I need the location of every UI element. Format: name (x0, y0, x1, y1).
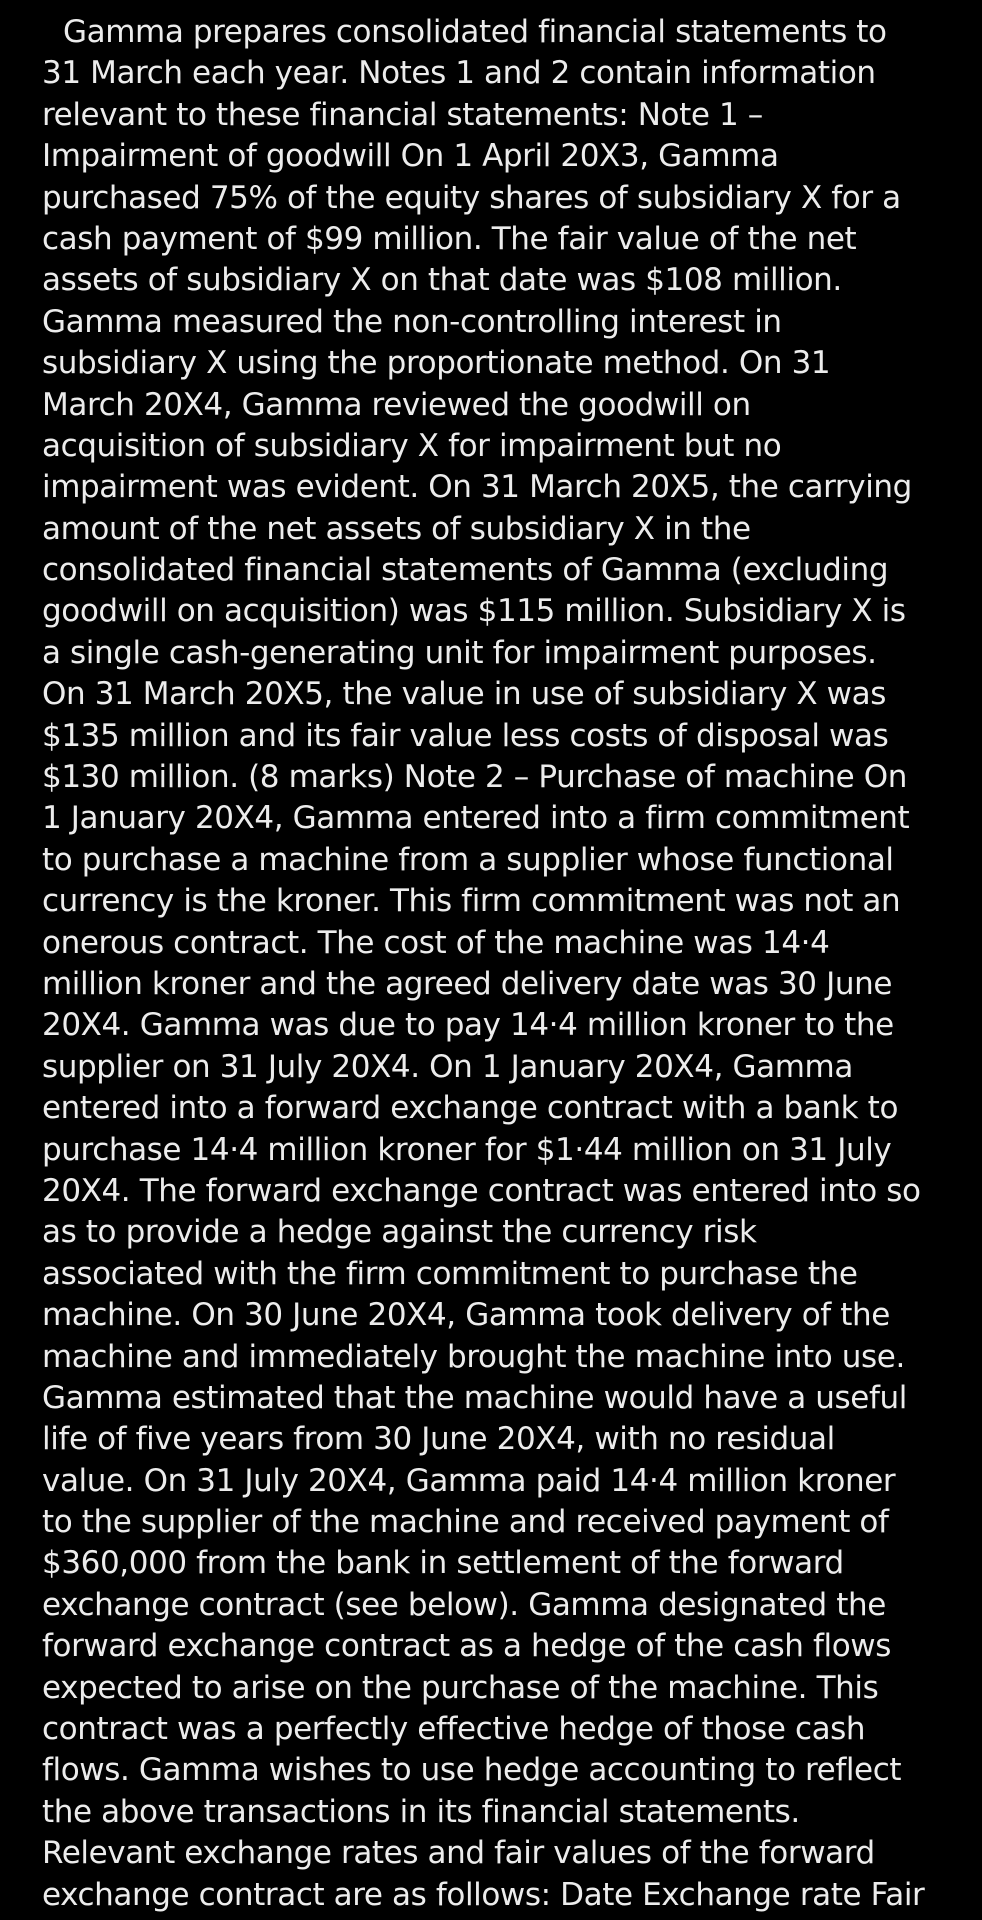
text-line: March 20X4, Gamma reviewed the goodwill on (42, 386, 751, 423)
text-line: value. On 31 July 20X4, Gamma paid 14·4 million kroner (42, 1462, 896, 1499)
text-line: $360,000 from the bank in settlement of the forward (42, 1545, 844, 1582)
text-line: 20X4. Gamma was due to pay 14·4 million kroner to the (42, 1007, 894, 1044)
text-line: On 31 March 20X5, the value in use of subsidiary X was (42, 676, 886, 713)
text-line: supplier on 31 July 20X4. On 1 January 20X4, Gamma (42, 1048, 853, 1085)
text-line: impairment was evident. On 31 March 20X5, the carrying (42, 469, 912, 506)
text-line: Gamma estimated that the machine would have a useful (42, 1379, 907, 1416)
text-line: exchange contract (see below). Gamma designated the (42, 1586, 886, 1623)
text-line: machine. On 30 June 20X4, Gamma took delivery of the (42, 1297, 890, 1334)
text-line: million kroner and the agreed delivery date was 30 June (42, 965, 892, 1002)
text-line: forward exchange contract as a hedge of the cash flows (42, 1628, 891, 1665)
text-line: purchased 75% of the equity shares of subsidiary X for a (42, 179, 901, 216)
text-line: exchange contract are as follows: Date Exchange rate Fair (42, 1876, 925, 1913)
text-line: amount of the net assets of subsidiary X in the (42, 510, 751, 547)
question-text (42, 12, 960, 1916)
text-line: acquisition of subsidiary X for impairment but no (42, 427, 782, 464)
text-line: life of five years from 30 June 20X4, with no residual (42, 1421, 835, 1458)
text-line: currency is the kroner. This firm commitment was not an (42, 883, 901, 920)
text-line: $135 million and its fair value less costs of disposal was (42, 717, 889, 754)
text-line: Impairment of goodwill On 1 April 20X3, Gamma (42, 138, 779, 175)
text-line: contract was a perfectly effective hedge of those cash (42, 1711, 866, 1748)
text-line: Relevant exchange rates and fair values of the forward (42, 1835, 875, 1872)
text-line: subsidiary X using the proportionate method. On 31 (42, 345, 831, 382)
text-line: Gamma prepares consolidated financial statements to (63, 14, 887, 50)
text-line: associated with the firm commitment to purchase the (42, 1255, 858, 1292)
text-line: 1 January 20X4, Gamma entered into a firm commitment (42, 800, 910, 837)
text-line: to the supplier of the machine and received payment of (42, 1504, 889, 1541)
text-line: entered into a forward exchange contract with a bank to (42, 1090, 899, 1127)
text-line: onerous contract. The cost of the machine was 14·4 (42, 924, 830, 961)
text-line: relevant to these financial statements: Note 1 – (42, 96, 763, 133)
text-line: cash payment of $99 million. The fair value of the net (42, 220, 857, 257)
text-line: machine and immediately brought the machine into use. (42, 1338, 905, 1375)
text-line: consolidated financial statements of Gamma (excluding (42, 552, 889, 589)
text-line: expected to arise on the purchase of the machine. This (42, 1669, 879, 1706)
text-line: flows. Gamma wishes to use hedge accounting to reflect (42, 1752, 902, 1789)
text-line: Gamma measured the non-controlling interest in (42, 303, 782, 340)
text-line: the above transactions in its financial statements. (42, 1793, 800, 1830)
text-line: 31 March each year. Notes 1 and 2 contain information (42, 55, 876, 92)
text-line: to purchase a machine from a supplier whose functional (42, 841, 894, 878)
text-line: 20X4. The forward exchange contract was entered into so (42, 1172, 921, 1209)
text-line: as to provide a hedge against the currency risk (42, 1214, 757, 1251)
text-line: a single cash-generating unit for impairment purposes. (42, 634, 877, 671)
text-line: purchase 14·4 million kroner for $1·44 million on 31 July (42, 1131, 892, 1168)
text-line: assets of subsidiary X on that date was $108 million. (42, 262, 842, 299)
text-line: goodwill on acquisition) was $115 million. Subsidiary X is (42, 593, 906, 630)
text-line: $130 million. (8 marks) Note 2 – Purchase of machine On (42, 759, 908, 796)
